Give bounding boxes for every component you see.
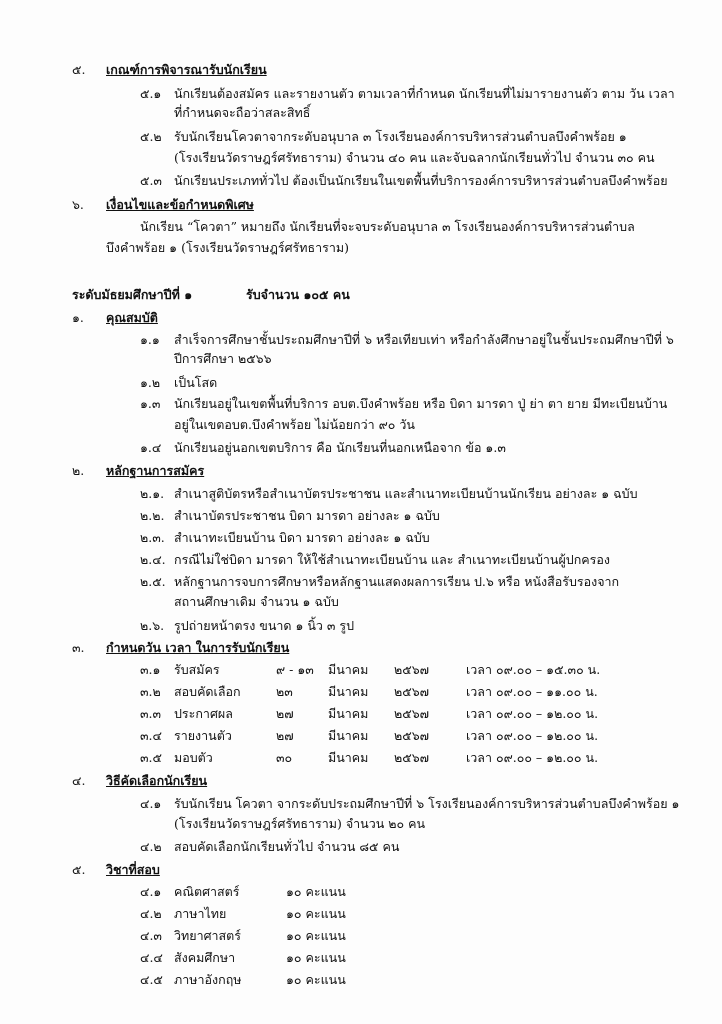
item-text: รูปถ่ายหน้าตรง ขนาด ๑ นิ้ว ๓ รูป [174,618,355,633]
item-text: รับนักเรียนโควตาจากระดับอนุบาล ๓ โรงเรียนองค์การบริหารส่วนตำบลบึงคำพร้อย ๑ [174,129,627,144]
section-number: ๔. [72,773,86,788]
item-number: ๒.๓. [140,530,165,545]
subject-number: ๔.๕ [140,972,163,987]
item-text: นักเรียนต้องสมัคร และรายงานตัว ตามเวลาที่กำหนด นักเรียนที่ไม่มารายงานตัว ตาม วัน เวลา [174,86,675,101]
item-text: สำเนาทะเบียนบ้าน บิดา มารดา อย่างละ ๑ ฉบับ [174,530,430,545]
item-text: (โรงเรียนวัดราษฎร์ศรัทธาราม) จำนวน ๒๐ คน [174,816,426,831]
section-heading: เกณฑ์การพิจารณารับนักเรียน [106,62,267,77]
item-number: ๕.๓ [140,173,162,188]
paragraph-text: นักเรียน “โควตา” หมายถึง นักเรียนที่จะจบระดับอนุบาล ๓ โรงเรียนองค์การบริหารส่วนตำบล [140,219,635,234]
schedule-time: เวลา ๐๙.๐๐ – ๑๒.๐๐ น. [466,706,599,721]
schedule-time: เวลา ๐๙.๐๐ – ๑๕.๓๐ น. [466,662,601,677]
item-text: สอบคัดเลือกนักเรียนทั่วไป จำนวน ๘๕ คน [174,839,400,854]
section-heading: วิชาที่สอบ [106,862,160,877]
item-number: ๒.๖. [140,618,165,633]
item-text: อยู่ในเขตอบต.บึงคำพร้อย ไม่น้อยกว่า ๙๐ วัน [174,417,415,432]
subject-name: วิทยาศาสตร์ [174,928,242,943]
section-number: ๖. [72,197,84,212]
section-heading: หลักฐานการสมัคร [106,463,205,478]
item-number: ๑.๑ [140,332,160,347]
item-number: ๒.๔. [140,552,166,567]
schedule-item-number: ๓.๕ [140,750,162,765]
schedule-time: เวลา ๐๙.๐๐ – ๑๒.๐๐ น. [466,750,599,765]
subject-number: ๔.๒ [140,906,162,921]
subject-name: ภาษาไทย [174,906,227,921]
item-number: ๒.๕. [140,574,166,589]
item-text: เป็นโสด [174,375,218,390]
section-number: ๕. [72,62,86,77]
item-text: นักเรียนประเภททั่วไป ต้องเป็นนักเรียนในเขตพื้นที่บริการองค์การบริหารส่วนตำบลบึงคำพร้อย [174,173,668,188]
schedule-item-number: ๓.๒ [140,684,161,699]
level-title: ระดับมัธยมศึกษาปีที่ ๑ [72,287,193,302]
item-text: สำเนาบัตรประชาชน บิดา มารดา อย่างละ ๑ ฉบับ [174,508,440,523]
schedule-year: ๒๕๖๗ [394,662,430,677]
item-text: รับนักเรียน โควตา จากระดับประถมศึกษาปีที่ ๖ โรงเรียนองค์การบริหารส่วนตำบลบึงคำพร้อย ๑ [174,796,680,811]
subject-name: สังคมศึกษา [174,950,236,965]
item-number: ๒.๒. [140,508,165,523]
item-text: กรณีไม่ใช่บิดา มารดา ให้ใช้สำเนาทะเบียนบ้าน และ สำเนาทะเบียนบ้านผู้ปกครอง [174,552,610,567]
section-heading: คุณสมบัติ [106,310,158,325]
section-heading: วิธีคัดเลือกนักเรียน [106,773,208,788]
item-text: นักเรียนอยู่นอกเขตบริการ คือ นักเรียนที่นอกเหนือจาก ข้อ ๑.๓ [174,440,506,455]
schedule-year: ๒๕๖๗ [394,728,430,743]
schedule-year: ๒๕๖๗ [394,684,430,699]
section-heading: กำหนดวัน เวลา ในการรับนักเรียน [106,640,290,655]
item-text: สถานศึกษาเดิม จำนวน ๑ ฉบับ [174,594,339,609]
schedule-day: ๒๗ [276,728,294,743]
item-text: ที่กำหนดจะถือว่าสละสิทธิ์ [174,105,311,120]
section-number: ๕. [72,862,86,877]
subject-number: ๔.๓ [140,928,162,943]
schedule-item-number: ๓.๓ [140,706,162,721]
schedule-day: ๒๓ [276,684,293,699]
section-number: ๓. [72,640,85,655]
section-number: ๑. [72,310,84,325]
level-count: รับจำนวน ๑๐๕ คน [246,287,350,302]
schedule-month: มีนาคม [328,684,369,699]
item-text: ปีการศึกษา ๒๕๖๖ [174,351,272,366]
item-number: ๑.๓ [140,396,161,411]
item-number: ๑.๒ [140,375,161,390]
item-number: ๕.๑ [140,86,162,101]
item-text: นักเรียนอยู่ในเขตพื้นที่บริการ อบต.บึงคำพร้อย หรือ บิดา มารดา ปู่ ย่า ตา ยาย มีทะเบียนบ้าน [174,396,668,411]
item-text: สำเนาสูติบัตรหรือสำเนาบัตรประชาชน และสำเนาทะเบียนบ้านนักเรียน อย่างละ ๑ ฉบับ [174,486,638,501]
item-text: หลักฐานการจบการศึกษาหรือหลักฐานแสดงผลการเรียน ป.๖ หรือ หนังสือรับรองจาก [174,574,620,589]
subject-number: ๔.๑ [140,884,162,899]
schedule-day: ๒๗ [276,706,294,721]
schedule-month: มีนาคม [328,662,369,677]
item-number: ๑.๔ [140,440,162,455]
schedule-item-label: รายงานตัว [174,728,232,743]
item-number: ๒.๑. [140,486,165,501]
schedule-time: เวลา ๐๙.๐๐ – ๑๒.๐๐ น. [466,728,599,743]
item-number: ๔.๑ [140,796,162,811]
subject-score: ๑๐ คะแนน [286,906,346,921]
schedule-item-number: ๓.๑ [140,662,161,677]
subject-name: ภาษาอังกฤษ [174,972,242,987]
subject-score: ๑๐ คะแนน [286,950,346,965]
schedule-time: เวลา ๐๙.๐๐ – ๑๑.๐๐ น. [466,684,598,699]
schedule-year: ๒๕๖๗ [394,706,430,721]
subject-score: ๑๐ คะแนน [286,884,346,899]
schedule-month: มีนาคม [328,750,369,765]
item-text: สำเร็จการศึกษาชั้นประถมศึกษาปีที่ ๖ หรือเทียบเท่า หรือกำลังศึกษาอยู่ในชั้นประถมศึกษาปีที่ ๖ [174,332,674,347]
subject-score: ๑๐ คะแนน [286,928,346,943]
item-number: ๔.๒ [140,839,162,854]
schedule-item-number: ๓.๔ [140,728,162,743]
subject-name: คณิตศาสตร์ [174,884,240,899]
schedule-day: ๙ - ๑๓ [276,662,314,677]
schedule-month: มีนาคม [328,728,369,743]
schedule-item-label: มอบตัว [174,750,213,765]
item-number: ๕.๒ [140,129,162,144]
schedule-month: มีนาคม [328,706,369,721]
item-text: (โรงเรียนวัดราษฎร์ศรัทธาราม) จำนวน ๔๐ คน และจับฉลากนักเรียนทั่วไป จำนวน ๓๐ คน [174,150,655,165]
subject-score: ๑๐ คะแนน [286,972,346,987]
schedule-day: ๓๐ [276,750,293,765]
subject-number: ๔.๔ [140,950,163,965]
schedule-item-label: สอบคัดเลือก [174,684,241,699]
section-number: ๒. [72,463,85,478]
section-heading: เงื่อนไขและข้อกำหนดพิเศษ [106,197,254,212]
paragraph-text: บึงคำพร้อย ๑ (โรงเรียนวัดราษฎร์ศรัทธาราม) [106,240,349,255]
schedule-item-label: ประกาศผล [174,706,233,721]
schedule-year: ๒๕๖๗ [394,750,430,765]
schedule-item-label: รับสมัคร [174,662,220,677]
